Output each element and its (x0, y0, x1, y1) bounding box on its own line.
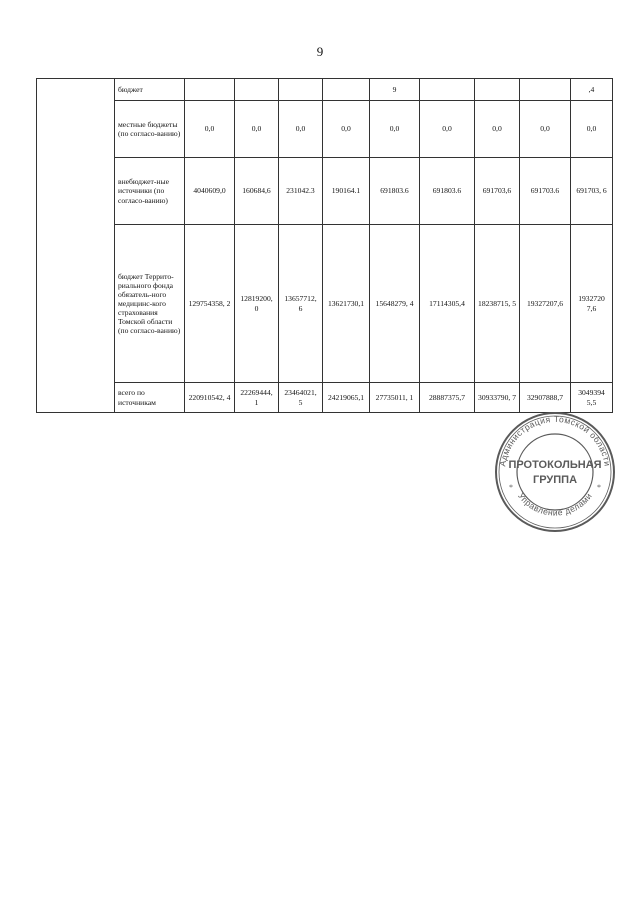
value-cell: 30933790, 7 (475, 383, 520, 413)
value-cell: 160684,6 (235, 158, 279, 225)
value-cell: 32907888,7 (520, 383, 571, 413)
value-cell (185, 79, 235, 101)
value-cell (420, 79, 475, 101)
stamp-title-line-2: ГРУППА (532, 474, 578, 486)
stamp-title-line-1: ПРОТОКОЛЬНАЯ (508, 459, 602, 471)
value-cell: 15648279, 4 (370, 225, 420, 383)
budget-table (36, 78, 613, 413)
value-cell: 691803.6 (420, 158, 475, 225)
value-cell: 691803.6 (370, 158, 420, 225)
value-cell (279, 79, 323, 101)
protocol-group-stamp (493, 410, 617, 534)
value-cell: ,4 (571, 79, 613, 101)
value-cell (520, 79, 571, 101)
value-cell (475, 79, 520, 101)
value-cell: 17114305,4 (420, 225, 475, 383)
value-cell: 231042.3 (279, 158, 323, 225)
table-row (37, 158, 613, 225)
budget-table-body (37, 79, 613, 413)
program-name-cell (37, 79, 115, 413)
source-label: бюджет Террито-риального фонда обязатель-ного медицинс-кого страхования Томской области (по согласо-ванию) (115, 225, 185, 383)
value-cell: 0,0 (475, 101, 520, 158)
value-cell: 24219065,1 (323, 383, 370, 413)
source-label: внебюджет-ные источники (по согласо-ванию) (115, 158, 185, 225)
value-cell: 1932720 7,6 (571, 225, 613, 383)
source-label: бюджет (115, 79, 185, 101)
value-cell: 19327207,6 (520, 225, 571, 383)
source-label: всего по источникам (115, 383, 185, 413)
value-cell: 0,0 (571, 101, 613, 158)
value-cell: 28887375,7 (420, 383, 475, 413)
stamp-star-icon: * (509, 483, 513, 492)
value-cell: 27735011, 1 (370, 383, 420, 413)
value-cell: 0,0 (279, 101, 323, 158)
stamp-bottom-text: Управление делами (516, 490, 594, 518)
value-cell: 13621730,1 (323, 225, 370, 383)
value-cell: 0,0 (370, 101, 420, 158)
value-cell: 9 (370, 79, 420, 101)
value-cell: 0,0 (520, 101, 571, 158)
value-cell: 691703,6 (475, 158, 520, 225)
table-row (37, 79, 613, 101)
stamp-star-icon: * (597, 483, 601, 492)
value-cell: 220910542, 4 (185, 383, 235, 413)
table-row (37, 101, 613, 158)
value-cell: 23464021, 5 (279, 383, 323, 413)
value-cell: 190164.1 (323, 158, 370, 225)
value-cell: 13657712, 6 (279, 225, 323, 383)
value-cell: 0,0 (323, 101, 370, 158)
value-cell (235, 79, 279, 101)
value-cell: 3049394 5,5 (571, 383, 613, 413)
table-row (37, 383, 613, 413)
value-cell: 0,0 (185, 101, 235, 158)
table-row (37, 225, 613, 383)
value-cell: 0,0 (235, 101, 279, 158)
value-cell: 691703, 6 (571, 158, 613, 225)
source-label: местные бюджеты (по согласо-ванию) (115, 101, 185, 158)
stamp-ring-text: Администрация Томской области (497, 413, 613, 468)
value-cell: 129754358, 2 (185, 225, 235, 383)
page-number: 9 (316, 44, 324, 59)
value-cell: 22269444, 1 (235, 383, 279, 413)
value-cell: 12819200, 0 (235, 225, 279, 383)
value-cell (323, 79, 370, 101)
value-cell: 691703.6 (520, 158, 571, 225)
value-cell: 18238715, 5 (475, 225, 520, 383)
value-cell: 0,0 (420, 101, 475, 158)
value-cell: 4040609,0 (185, 158, 235, 225)
